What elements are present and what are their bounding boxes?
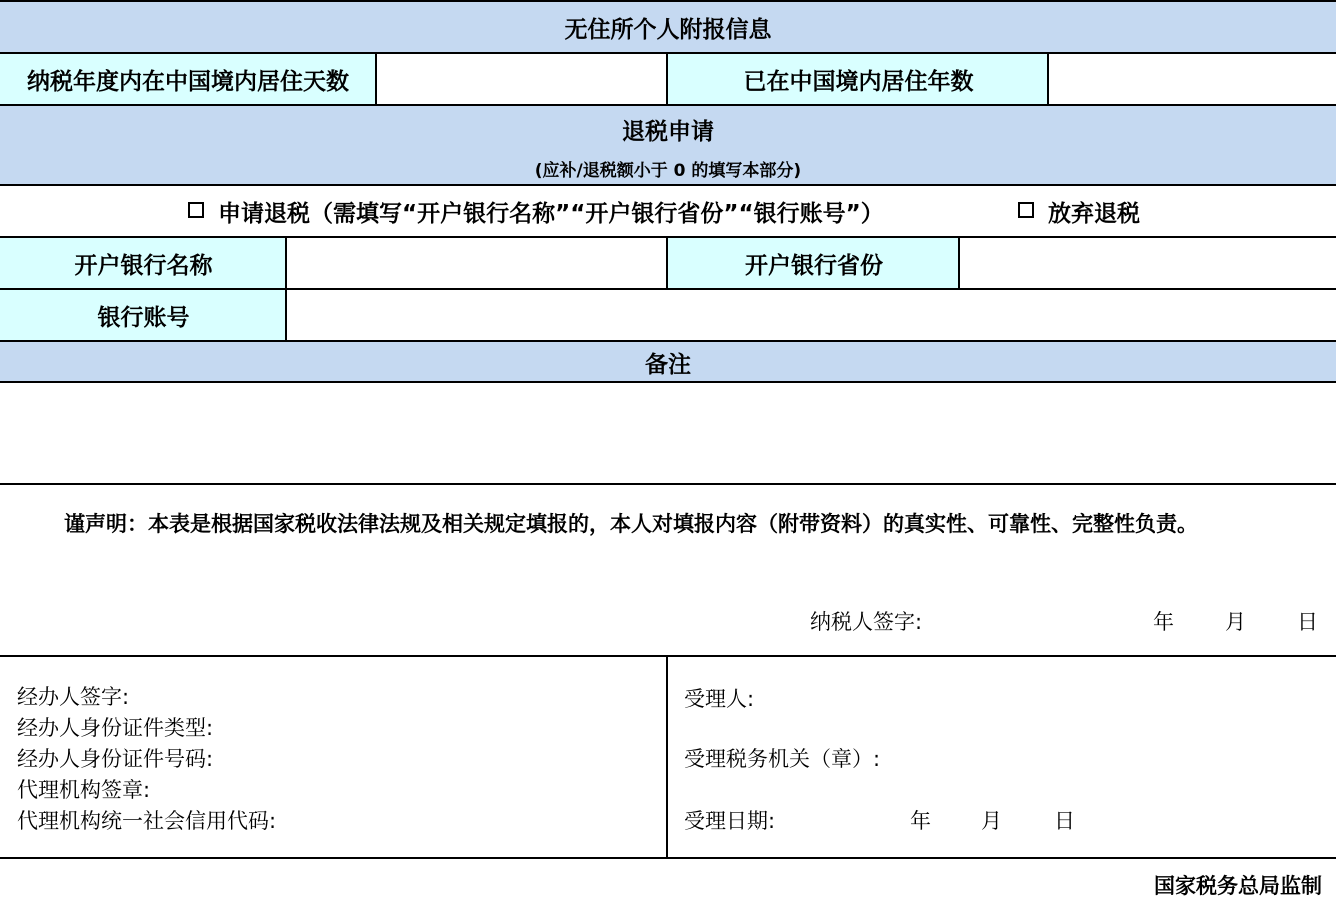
- waive-refund-option[interactable]: [1018, 186, 1318, 237]
- acceptance-date-label: 受理日期:: [684, 809, 776, 833]
- acceptance-month: 月: [981, 809, 1002, 833]
- agency-credit-code: 代理机构统一社会信用代码:: [17, 809, 277, 833]
- bank-row: [0, 236, 1336, 289]
- account-row: [0, 288, 1336, 341]
- acceptance-year: 年: [910, 809, 931, 833]
- receiver-label: 受理人:: [684, 687, 755, 711]
- taxpayer-sign-day: 日: [1297, 610, 1318, 634]
- refund-header-row: [0, 104, 1336, 185]
- taxpayer-sign-year: 年: [1153, 610, 1174, 634]
- supervision-footer: 国家税务总局监制: [1154, 874, 1322, 898]
- declaration-text: 谨声明：本表是根据国家税收法律法规及相关规定填报的，本人对填报内容（附带资料）的真实性、可靠性、完整性负责。: [64, 512, 1198, 536]
- residence-years-label: 已在中国境内居住年数: [666, 54, 1049, 105]
- apply-refund-label: 申请退税（需填写“开户银行名称”“开户银行省份”“银行账号”）: [218, 201, 884, 227]
- taxpayer-sign-month: 月: [1225, 610, 1246, 634]
- agency-seal: 代理机构签章:: [17, 778, 151, 802]
- remarks-header-row: [0, 340, 1336, 383]
- bank-name-label: 开户银行名称: [0, 238, 287, 289]
- nonresident-header-row: [0, 0, 1336, 52]
- taxpayer-sign-label: 纳税人签字:: [810, 610, 923, 634]
- refund-subtitle: (应补/退税额小于 0 的填写本部分): [534, 160, 802, 181]
- bank-province-field[interactable]: [958, 238, 1336, 289]
- account-field[interactable]: [285, 290, 1336, 341]
- bank-name-field[interactable]: [285, 238, 668, 289]
- residence-years-field[interactable]: [1047, 54, 1336, 105]
- refund-choice-row: [0, 184, 1336, 237]
- waive-refund-checkbox[interactable]: [1018, 202, 1034, 218]
- agent-sign: 经办人签字:: [17, 685, 130, 709]
- agent-id-number: 经办人身份证件号码:: [17, 747, 214, 771]
- residence-row: [0, 52, 1336, 105]
- refund-title: 退税申请: [622, 118, 714, 145]
- acceptance-day: 日: [1054, 809, 1075, 833]
- account-label: 银行账号: [0, 290, 287, 341]
- apply-refund-checkbox[interactable]: [188, 202, 204, 218]
- bank-province-label: 开户银行省份: [666, 238, 960, 289]
- remarks-field[interactable]: [0, 383, 1336, 484]
- residence-days-label: 纳税年度内在中国境内居住天数: [0, 54, 376, 105]
- nonresident-title: 无住所个人附报信息: [0, 2, 1336, 52]
- agent-id-type: 经办人身份证件类型:: [17, 716, 214, 740]
- apply-refund-option[interactable]: [188, 186, 958, 237]
- residence-days-field[interactable]: [375, 54, 668, 105]
- refund-header: [0, 106, 1336, 185]
- waive-refund-label: 放弃退税: [1048, 201, 1140, 227]
- signature-divider: [666, 657, 668, 859]
- authority-label: 受理税务机关（章）:: [684, 747, 881, 771]
- agent-info: [17, 682, 276, 837]
- remarks-title: 备注: [0, 342, 1336, 381]
